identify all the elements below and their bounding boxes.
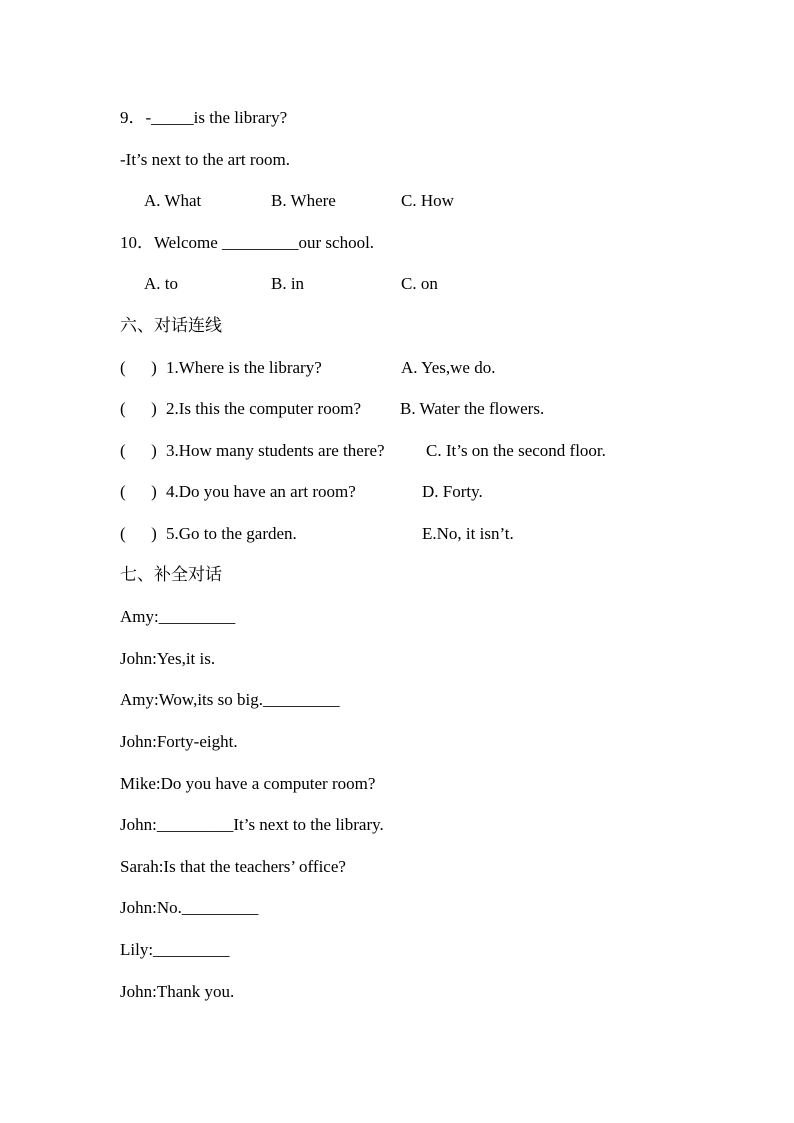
q10-option-a: A. to — [144, 274, 178, 293]
match-blank: ( ) — [120, 441, 157, 460]
section7-heading: 七、补全对话 — [120, 565, 222, 585]
match-blank: ( ) — [120, 524, 157, 543]
dialogue-line: John:_________It’s next to the library. — [120, 815, 384, 834]
dialogue-line: Amy:_________ — [120, 607, 236, 626]
dialogue-line: Lily:_________ — [120, 940, 230, 959]
match-answer: D. Forty. — [422, 482, 483, 501]
match-answer: B. Water the flowers. — [400, 399, 545, 418]
match-answer: A. Yes,we do. — [401, 358, 496, 377]
dialogue-line: John:No._________ — [120, 898, 259, 917]
q9-reply: -It’s next to the art room. — [120, 150, 290, 169]
dialogue-line: Mike:Do you have a computer room? — [120, 774, 376, 793]
q9-option-c: C. How — [401, 191, 454, 210]
match-answer: E.No, it isn’t. — [422, 524, 514, 543]
match-question: 3.How many students are there? — [166, 441, 385, 460]
dialogue-line: John:Yes,it is. — [120, 649, 216, 668]
match-answer: C. It’s on the second floor. — [426, 441, 606, 460]
dialogue-line: Sarah:Is that the teachers’ office? — [120, 857, 346, 876]
match-blank: ( ) — [120, 482, 157, 501]
match-question: 2.Is this the computer room? — [166, 399, 361, 418]
match-blank: ( ) — [120, 399, 157, 418]
match-question: 4.Do you have an art room? — [166, 482, 356, 501]
q10-prompt: 10．Welcome _________our school. — [120, 233, 375, 252]
q9-option-a: A. What — [144, 191, 202, 210]
q9-option-b: B. Where — [271, 191, 336, 210]
match-question: 1.Where is the library? — [166, 358, 322, 377]
q10-option-b: B. in — [271, 274, 305, 293]
match-question: 5.Go to the garden. — [166, 524, 297, 543]
match-blank: ( ) — [120, 358, 157, 377]
dialogue-line: John:Forty-eight. — [120, 732, 238, 751]
q9-prompt: 9．-_____is the library? — [120, 108, 288, 127]
dialogue-line: John:Thank you. — [120, 982, 235, 1001]
section6-heading: 六、对话连线 — [120, 316, 222, 336]
q10-option-c: C. on — [401, 274, 438, 293]
dialogue-line: Amy:Wow,its so big._________ — [120, 690, 340, 709]
